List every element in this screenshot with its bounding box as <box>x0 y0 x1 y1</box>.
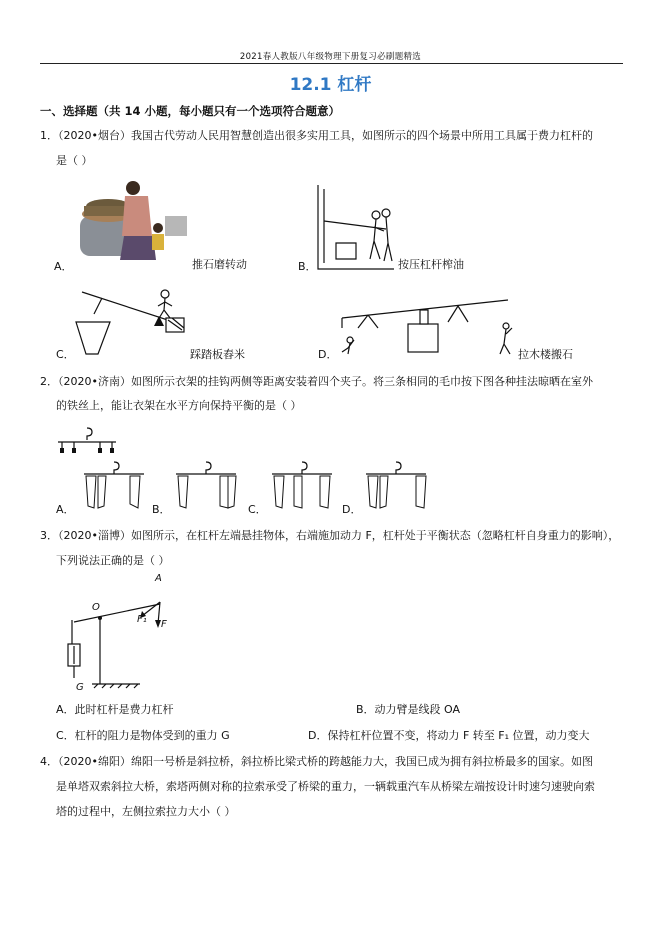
q1-option-c-letter: C． <box>56 348 75 361</box>
q2-option-a-letter: A． <box>56 503 75 516</box>
q1-option-d-letter: D． <box>318 348 338 361</box>
q3-label-point-a: A <box>155 573 162 584</box>
q1-option-a-letter: A． <box>54 260 73 273</box>
q1-figure-c-pedal-hammer <box>72 286 192 360</box>
q4-stem-line1: 4．（2020•绵阳）绵阳一号桥是斜拉桥，斜拉桥比梁式桥的跨越能力大，我国已成为拥有斜拉桥最多的国家。如图 <box>40 755 593 768</box>
q1-option-b-letter: B． <box>298 260 317 273</box>
q1-option-d-caption: 拉木楼搬石 <box>518 348 573 361</box>
header-divider <box>40 63 623 64</box>
page-header: 2021春人教版八年级物理下册复习必刷题精选 <box>239 52 422 62</box>
q1-option-a-caption: 推石磨转动 <box>192 258 247 271</box>
q2-option-b-letter: B． <box>152 503 171 516</box>
q2-stem-line1: 2．（2020•济南）如图所示衣架的挂钩两侧等距离安装着四个夹子。将三条相同的毛巾按下图各种挂法晾晒在室外 <box>40 375 593 388</box>
q3-label-force-f1: F₁ <box>137 614 147 625</box>
q1-option-b-caption: 按压杠杆榨油 <box>398 258 464 271</box>
q4-stem-line2: 是单塔双索斜拉大桥，索塔两侧对称的拉索承受了桥梁的重力，一辆载重汽车从桥梁左端按设计时速匀速驶向索 <box>56 780 595 793</box>
q1-figure-b-oil-press <box>316 183 396 271</box>
q3-lever-figure <box>56 572 186 692</box>
q2-stem-line2: 的铁丝上，能让衣架在水平方向保持平衡的是（ ） <box>56 399 302 412</box>
q3-stem-line2: 下列说法正确的是（ ） <box>56 554 170 567</box>
q3-option-d: D．保持杠杆位置不变，将动力 F 转至 F₁ 位置，动力变大 <box>308 729 590 742</box>
q1-option-c-caption: 踩踏板舂米 <box>190 348 245 361</box>
q3-stem-line1: 3．（2020•淄博）如图所示，在杠杆左端悬挂物体，右端施加动力 F，杠杆处于平衡状态（忽略杠杆自身重力的影响）， <box>40 529 620 542</box>
q3-option-a: A．此时杠杆是费力杠杆 <box>56 703 174 716</box>
q1-stem-line1: 1．（2020•烟台）我国古代劳动人民用智慧创造出很多实用工具，如图所示的四个场景中所用工具属于费力杠杆的 <box>40 129 593 142</box>
q3-label-weight-g: G <box>76 682 84 693</box>
q3-label-pivot-o: O <box>92 602 100 613</box>
q2-option-d-letter: D． <box>342 503 362 516</box>
q1-stem-line2: 是（ ） <box>56 154 93 167</box>
q1-figure-d-lever-lifting-stone <box>338 296 518 358</box>
q4-stem-line3: 塔的过程中，左侧拉索拉力大小（ ） <box>56 805 236 818</box>
q2-hanger-diagram <box>56 426 118 456</box>
page-title: 12.1 杠杆 <box>289 75 372 95</box>
q3-option-c: C．杠杆的阻力是物体受到的重力 G <box>56 729 230 742</box>
section-heading: 一、选择题（共 14 小题，每小题只有一个选项符合题意） <box>40 104 341 118</box>
q3-label-force-f: F <box>161 619 167 630</box>
q1-figure-a-millstone <box>70 176 190 268</box>
q2-options-figure <box>76 460 556 518</box>
q3-option-b: B．动力臂是线段 OA <box>356 703 461 716</box>
q2-option-c-letter: C． <box>248 503 267 516</box>
